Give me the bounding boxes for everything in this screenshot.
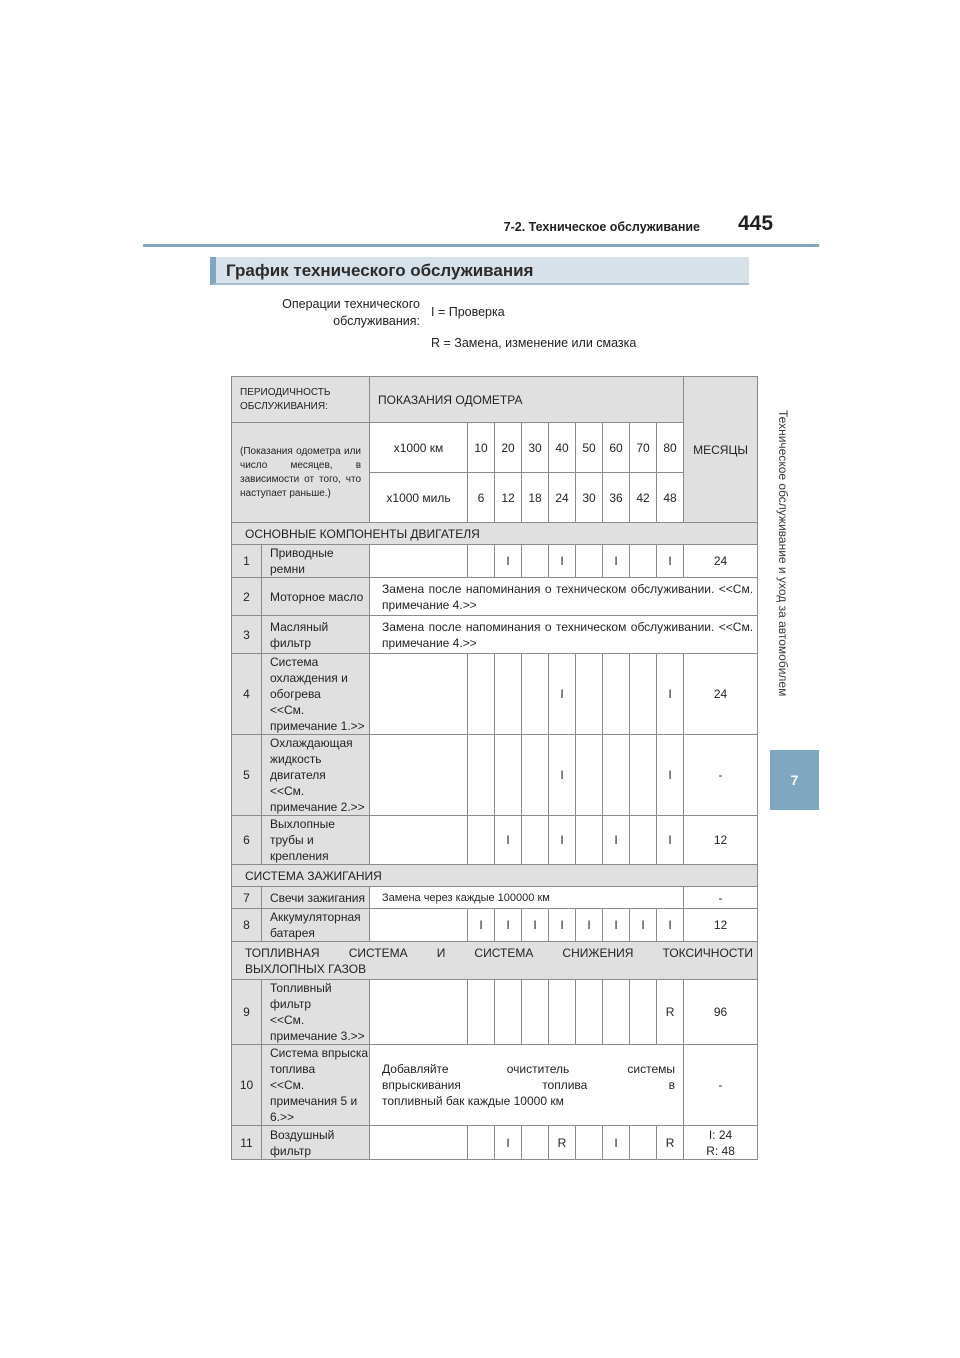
interval-cell: [603, 654, 630, 735]
spacer-cell: [370, 980, 468, 1045]
page-number: 445: [738, 212, 774, 235]
interval-cell: I: [657, 816, 684, 865]
row-number: 3: [232, 616, 262, 654]
km-value: 60: [603, 423, 630, 473]
km-value: 40: [549, 423, 576, 473]
item-name: Топливный фильтр <<См. примечание 3.>>: [262, 980, 370, 1045]
row-number: 5: [232, 735, 262, 816]
months-value: I: 24 R: 48: [684, 1126, 758, 1160]
mile-value: 48: [657, 473, 684, 523]
period-note: (Показания одометра или число месяцев, в зависимости от того, что наступает раньше.): [232, 423, 370, 523]
interval-cell: I: [657, 909, 684, 942]
interval-cell: I: [576, 909, 603, 942]
months-value: 12: [684, 909, 758, 942]
header-section-title: 7-2. Техническое обслуживание: [503, 220, 700, 234]
maintenance-schedule-table: [231, 376, 758, 1160]
mile-value: 6: [468, 473, 495, 523]
span-note: Замена после напоминания о техническом обслуживании. <<См. примечание 4.>>: [370, 616, 758, 654]
row-number: 2: [232, 578, 262, 616]
spacer-cell: [370, 1126, 468, 1160]
months-value: 24: [684, 654, 758, 735]
table-row: [232, 377, 758, 423]
km-value: 10: [468, 423, 495, 473]
interval-cell: [630, 654, 657, 735]
table-row: [232, 735, 758, 816]
item-name: Система впрыска топлива <<См. примечания 5 и 6.>>: [262, 1045, 370, 1126]
mile-label: x1000 миль: [370, 473, 468, 523]
interval-cell: [495, 735, 522, 816]
interval-cell: I: [657, 654, 684, 735]
mile-value: 18: [522, 473, 549, 523]
interval-cell: [522, 735, 549, 816]
item-name: Воздушный фильтр: [262, 1126, 370, 1160]
table-row: [232, 1126, 758, 1160]
interval-cell: [522, 980, 549, 1045]
span-note: Добавляйте очиститель системы впрыскивания топлива в топливный бак каждые 10000 км: [370, 1045, 684, 1126]
interval-cell: [576, 545, 603, 578]
interval-cell: [630, 816, 657, 865]
item-name: Охлаждающая жидкость двигателя <<См. примечание 2.>>: [262, 735, 370, 816]
section-heading: График технического обслуживания: [226, 261, 534, 280]
row-number: 11: [232, 1126, 262, 1160]
row-number: 1: [232, 545, 262, 578]
span-note: Замена через каждые 100000 км: [370, 887, 684, 909]
interval-cell: I: [603, 816, 630, 865]
legend-inspect: I = Проверка: [431, 305, 505, 319]
interval-cell: [522, 1126, 549, 1160]
interval-cell: I: [549, 909, 576, 942]
mile-value: 24: [549, 473, 576, 523]
row-number: 7: [232, 887, 262, 909]
interval-cell: I: [549, 545, 576, 578]
months-value: -: [684, 735, 758, 816]
item-name: Аккумуляторная батарея: [262, 909, 370, 942]
table-row: [232, 545, 758, 578]
interval-cell: I: [630, 909, 657, 942]
km-value: 50: [576, 423, 603, 473]
interval-cell: I: [603, 1126, 630, 1160]
interval-cell: [468, 1126, 495, 1160]
row-number: 10: [232, 1045, 262, 1126]
mile-value: 30: [576, 473, 603, 523]
interval-cell: I: [603, 545, 630, 578]
interval-cell: I: [495, 816, 522, 865]
months-value: 96: [684, 980, 758, 1045]
row-number: 9: [232, 980, 262, 1045]
interval-cell: [468, 816, 495, 865]
interval-cell: I: [657, 735, 684, 816]
interval-cell: [522, 816, 549, 865]
section-title: СИСТЕМА ЗАЖИГАНИЯ: [232, 865, 758, 887]
spacer-cell: [370, 735, 468, 816]
km-label: x1000 км: [370, 423, 468, 473]
interval-cell: I: [522, 909, 549, 942]
item-name: Выхлопные трубы и крепления: [262, 816, 370, 865]
interval-cell: I: [495, 1126, 522, 1160]
table-row: [232, 523, 758, 545]
interval-cell: R: [657, 1126, 684, 1160]
legend-replace: R = Замена, изменение или смазка: [431, 336, 637, 350]
section-heading-bar: [210, 257, 749, 285]
interval-cell: [549, 980, 576, 1045]
interval-cell: [522, 654, 549, 735]
months-value: 24: [684, 545, 758, 578]
interval-cell: [522, 545, 549, 578]
item-name: Приводные ремни: [262, 545, 370, 578]
interval-cell: [630, 980, 657, 1045]
mile-value: 42: [630, 473, 657, 523]
table-row: [232, 865, 758, 887]
interval-cell: [495, 654, 522, 735]
row-number: 6: [232, 816, 262, 865]
interval-cell: [468, 980, 495, 1045]
spacer-cell: [370, 654, 468, 735]
spacer-cell: [370, 816, 468, 865]
interval-cell: [495, 980, 522, 1045]
interval-cell: I: [495, 545, 522, 578]
row-number: 4: [232, 654, 262, 735]
table-row: [232, 654, 758, 735]
km-value: 30: [522, 423, 549, 473]
interval-cell: I: [657, 545, 684, 578]
table-row: [232, 1045, 758, 1126]
period-label: ПЕРИОДИЧНОСТЬ ОБСЛУЖИВАНИЯ:: [232, 377, 370, 423]
interval-cell: I: [549, 654, 576, 735]
table-row: [232, 887, 758, 909]
km-value: 80: [657, 423, 684, 473]
km-value: 70: [630, 423, 657, 473]
interval-cell: [468, 735, 495, 816]
interval-cell: [576, 816, 603, 865]
interval-cell: I: [549, 735, 576, 816]
table-row: [232, 909, 758, 942]
interval-cell: [603, 980, 630, 1045]
interval-cell: [630, 1126, 657, 1160]
table-row: [232, 616, 758, 654]
chapter-tab: 7: [770, 750, 819, 810]
item-name: Моторное масло: [262, 578, 370, 616]
table-row: [232, 423, 758, 473]
table-row: [232, 942, 758, 980]
item-name: Масляный фильтр: [262, 616, 370, 654]
item-name: Система охлаждения и обогрева <<См. примечание 1.>>: [262, 654, 370, 735]
interval-cell: I: [495, 909, 522, 942]
mile-value: 12: [495, 473, 522, 523]
interval-cell: R: [549, 1126, 576, 1160]
section-title: ОСНОВНЫЕ КОМПОНЕНТЫ ДВИГАТЕЛЯ: [232, 523, 758, 545]
row-number: 8: [232, 909, 262, 942]
interval-cell: R: [657, 980, 684, 1045]
interval-cell: I: [549, 816, 576, 865]
side-chapter-text: Техническое обслуживание и уход за автомобилем: [776, 410, 790, 697]
table-row: [232, 816, 758, 865]
table-row: [232, 980, 758, 1045]
odometer-label: ПОКАЗАНИЯ ОДОМЕТРА: [370, 377, 684, 423]
months-label: МЕСЯЦЫ: [684, 377, 758, 523]
interval-cell: [468, 545, 495, 578]
months-value: -: [684, 1045, 758, 1126]
legend-label: Операции технического обслуживания:: [282, 297, 420, 328]
interval-cell: [630, 735, 657, 816]
interval-cell: I: [468, 909, 495, 942]
span-note: Замена после напоминания о техническом обслуживании. <<См. примечание 4.>>: [370, 578, 758, 616]
interval-cell: [603, 735, 630, 816]
interval-cell: I: [603, 909, 630, 942]
months-value: 12: [684, 816, 758, 865]
interval-cell: [468, 654, 495, 735]
spacer-cell: [370, 909, 468, 942]
interval-cell: [576, 654, 603, 735]
interval-cell: [576, 980, 603, 1045]
months-value: -: [684, 887, 758, 909]
spacer-cell: [370, 545, 468, 578]
section-title: ТОПЛИВНАЯ СИСТЕМА И СИСТЕМА СНИЖЕНИЯ ТОКСИЧНОСТИ ВЫХЛОПНЫХ ГАЗОВ: [232, 942, 758, 980]
interval-cell: [576, 735, 603, 816]
header-rule: [143, 244, 819, 247]
item-name: Свечи зажигания: [262, 887, 370, 909]
km-value: 20: [495, 423, 522, 473]
interval-cell: [576, 1126, 603, 1160]
interval-cell: [630, 545, 657, 578]
mile-value: 36: [603, 473, 630, 523]
table-row: [232, 578, 758, 616]
